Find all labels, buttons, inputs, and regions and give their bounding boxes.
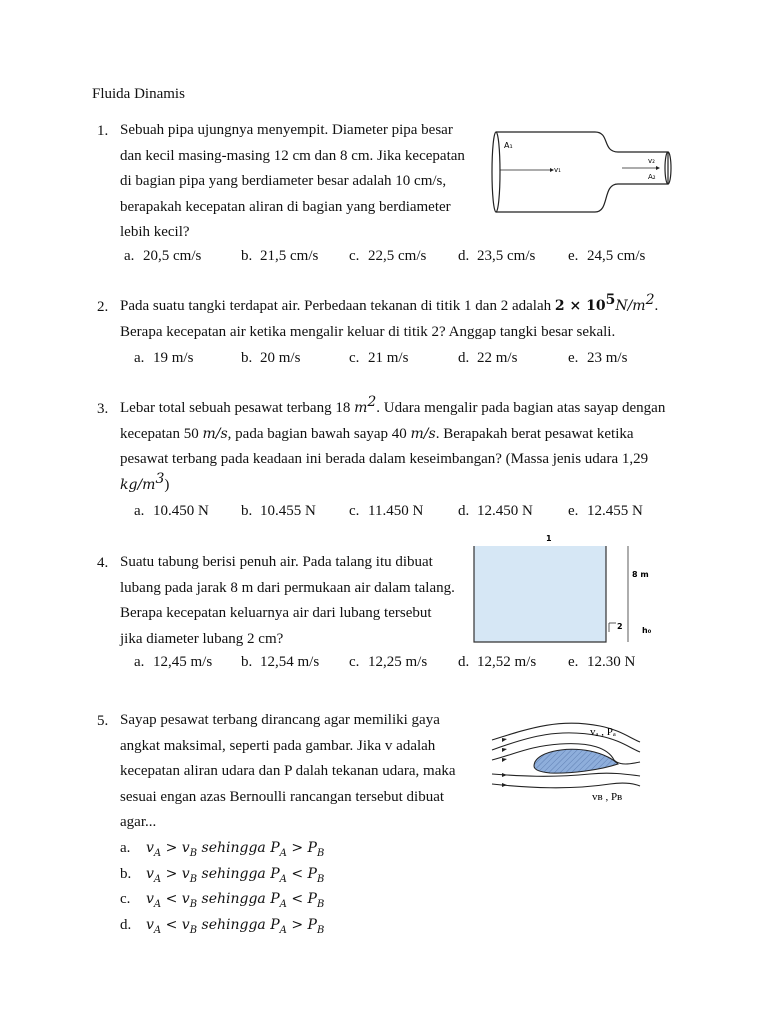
question-number: 3.	[97, 401, 109, 417]
pipe-figure	[490, 128, 680, 218]
option-d[interactable]: d. $v_A < v_B$ sehingga $P_A > P_B$	[120, 917, 325, 936]
q4-line: Suatu tabung berisi penuh air. Pada talang itu dibuat	[120, 554, 433, 570]
q3-options	[134, 503, 643, 520]
option-e[interactable]: e. 24,5 cm/s	[568, 248, 646, 264]
tank-water	[474, 546, 606, 642]
option-c[interactable]: c. 22,5 cm/s	[349, 248, 427, 264]
q4-line: Berapa kecepatan keluarnya air dari lubang tersebut	[120, 605, 432, 621]
option-c[interactable]: c. $v_A < v_B$ sehingga $P_A < P_B$	[120, 891, 325, 910]
option-e[interactable]: e. 23 m/s	[568, 350, 628, 366]
q1-line: Sebuah pipa ujungnya menyempit. Diameter pipa besar	[120, 122, 453, 138]
label-h0: h₀	[642, 626, 652, 635]
option-c[interactable]: c. 11.450 N	[349, 503, 424, 519]
label-point-2: 2	[617, 622, 623, 631]
option-a[interactable]: a. 12,45 m/s	[134, 654, 213, 670]
question-2-text: Pada suatu tangki terdapat air. Perbedaan tekanan di titik 1 dan 2 adalah $2 \times 10^5N/m^2$. Berapa kecepatan air ketika mengalir keluar di titik 2? Anggap tangki besar sekali.	[120, 292, 659, 340]
q5-line: sesuai engan azas Bernoulli rancangan tersebut dibuat	[120, 788, 445, 805]
option-b[interactable]: b. $v_A > v_B$ sehingga $P_A < P_B$	[120, 866, 325, 885]
question-number: 2.	[97, 299, 109, 315]
q4-line: lubang pada jarak 8 m dari permukaan air dalam talang.	[120, 579, 455, 596]
question-1-text	[120, 118, 477, 246]
q1-line: dan kecil masing-masing 12 cm dan 8 cm. Jika kecepatan	[120, 147, 465, 164]
q5-line: angkat maksimal, seperti pada gambar. Jika v adalah	[120, 737, 436, 754]
q4-options	[134, 654, 635, 671]
label-v1: v₁	[554, 166, 561, 174]
question-number: 5.	[97, 713, 109, 729]
option-c[interactable]: c. 21 m/s	[349, 350, 409, 366]
q4-line: jika diameter lubang 2 cm?	[120, 630, 284, 647]
label-a1: A₁	[504, 141, 513, 150]
option-c[interactable]: c. 12,25 m/s	[349, 654, 428, 670]
option-a[interactable]: a. 10.450 N	[134, 503, 209, 519]
option-a[interactable]: a. $v_A > v_B$ sehingga $P_A > P_B$	[120, 840, 325, 859]
option-d[interactable]: d. 22 m/s	[458, 350, 518, 366]
option-d[interactable]: d. 23,5 cm/s	[458, 248, 536, 264]
option-e[interactable]: e. 12.30 N	[568, 654, 636, 670]
option-d[interactable]: d. 12,52 m/s	[458, 654, 537, 670]
label-v2: v₂	[648, 157, 655, 165]
page-title: Fluida Dinamis	[92, 86, 185, 102]
q5-line: Sayap pesawat terbang dirancang agar memiliki gaya	[120, 712, 440, 728]
label-a2: A₂	[648, 173, 656, 181]
label-vb-pb: vʙ , Pʙ	[592, 791, 623, 803]
q1-options	[124, 248, 645, 265]
option-d[interactable]: d. 12.450 N	[458, 503, 533, 519]
q5-line: kecepatan aliran udara dan P dalah tekanan udara, maka	[120, 763, 456, 779]
q2-options	[134, 350, 627, 367]
question-number: 1.	[97, 123, 109, 139]
question-3-text: Lebar total sebuah pesawat terbang 18 $m^2$. Udara mengalir pada bagian atas sayap dengan kecepatan 50 m/s, pada bagian bawah sayap 40 m/s. Berapakah berat pesawat ketika pesawat terbang pada keadaan ini berada dalam keseimbangan? (Massa jenis udara 1,29 $kg/m^3$)	[120, 394, 666, 493]
option-a[interactable]: a. 20,5 cm/s	[124, 248, 202, 264]
label-point-1: 1	[546, 534, 552, 543]
option-e[interactable]: e. 12.455 N	[568, 503, 643, 519]
wing-figure	[490, 718, 650, 810]
q1-line: berapakah kecepatan aliran di bagian yang berdiameter	[120, 198, 451, 215]
option-b[interactable]: b. 10.455 N	[241, 503, 316, 519]
q5-line: agar...	[120, 814, 157, 830]
option-b[interactable]: b. 20 m/s	[241, 350, 301, 366]
label-depth: 8 m	[632, 570, 649, 579]
option-b[interactable]: b. 21,5 cm/s	[241, 248, 319, 264]
q1-line: lebih kecil?	[120, 224, 190, 240]
option-b[interactable]: b. 12,54 m/s	[241, 654, 320, 670]
option-a[interactable]: a. 19 m/s	[134, 350, 194, 366]
tank-figure	[466, 530, 666, 650]
label-va-pa: vₐ , Pₐ	[590, 726, 616, 738]
q1-line: di bagian pipa yang berdiameter besar adalah 10 cm/s,	[120, 173, 447, 189]
question-number: 4.	[97, 555, 109, 571]
question-5-text	[120, 708, 465, 836]
question-4-text	[120, 550, 462, 652]
